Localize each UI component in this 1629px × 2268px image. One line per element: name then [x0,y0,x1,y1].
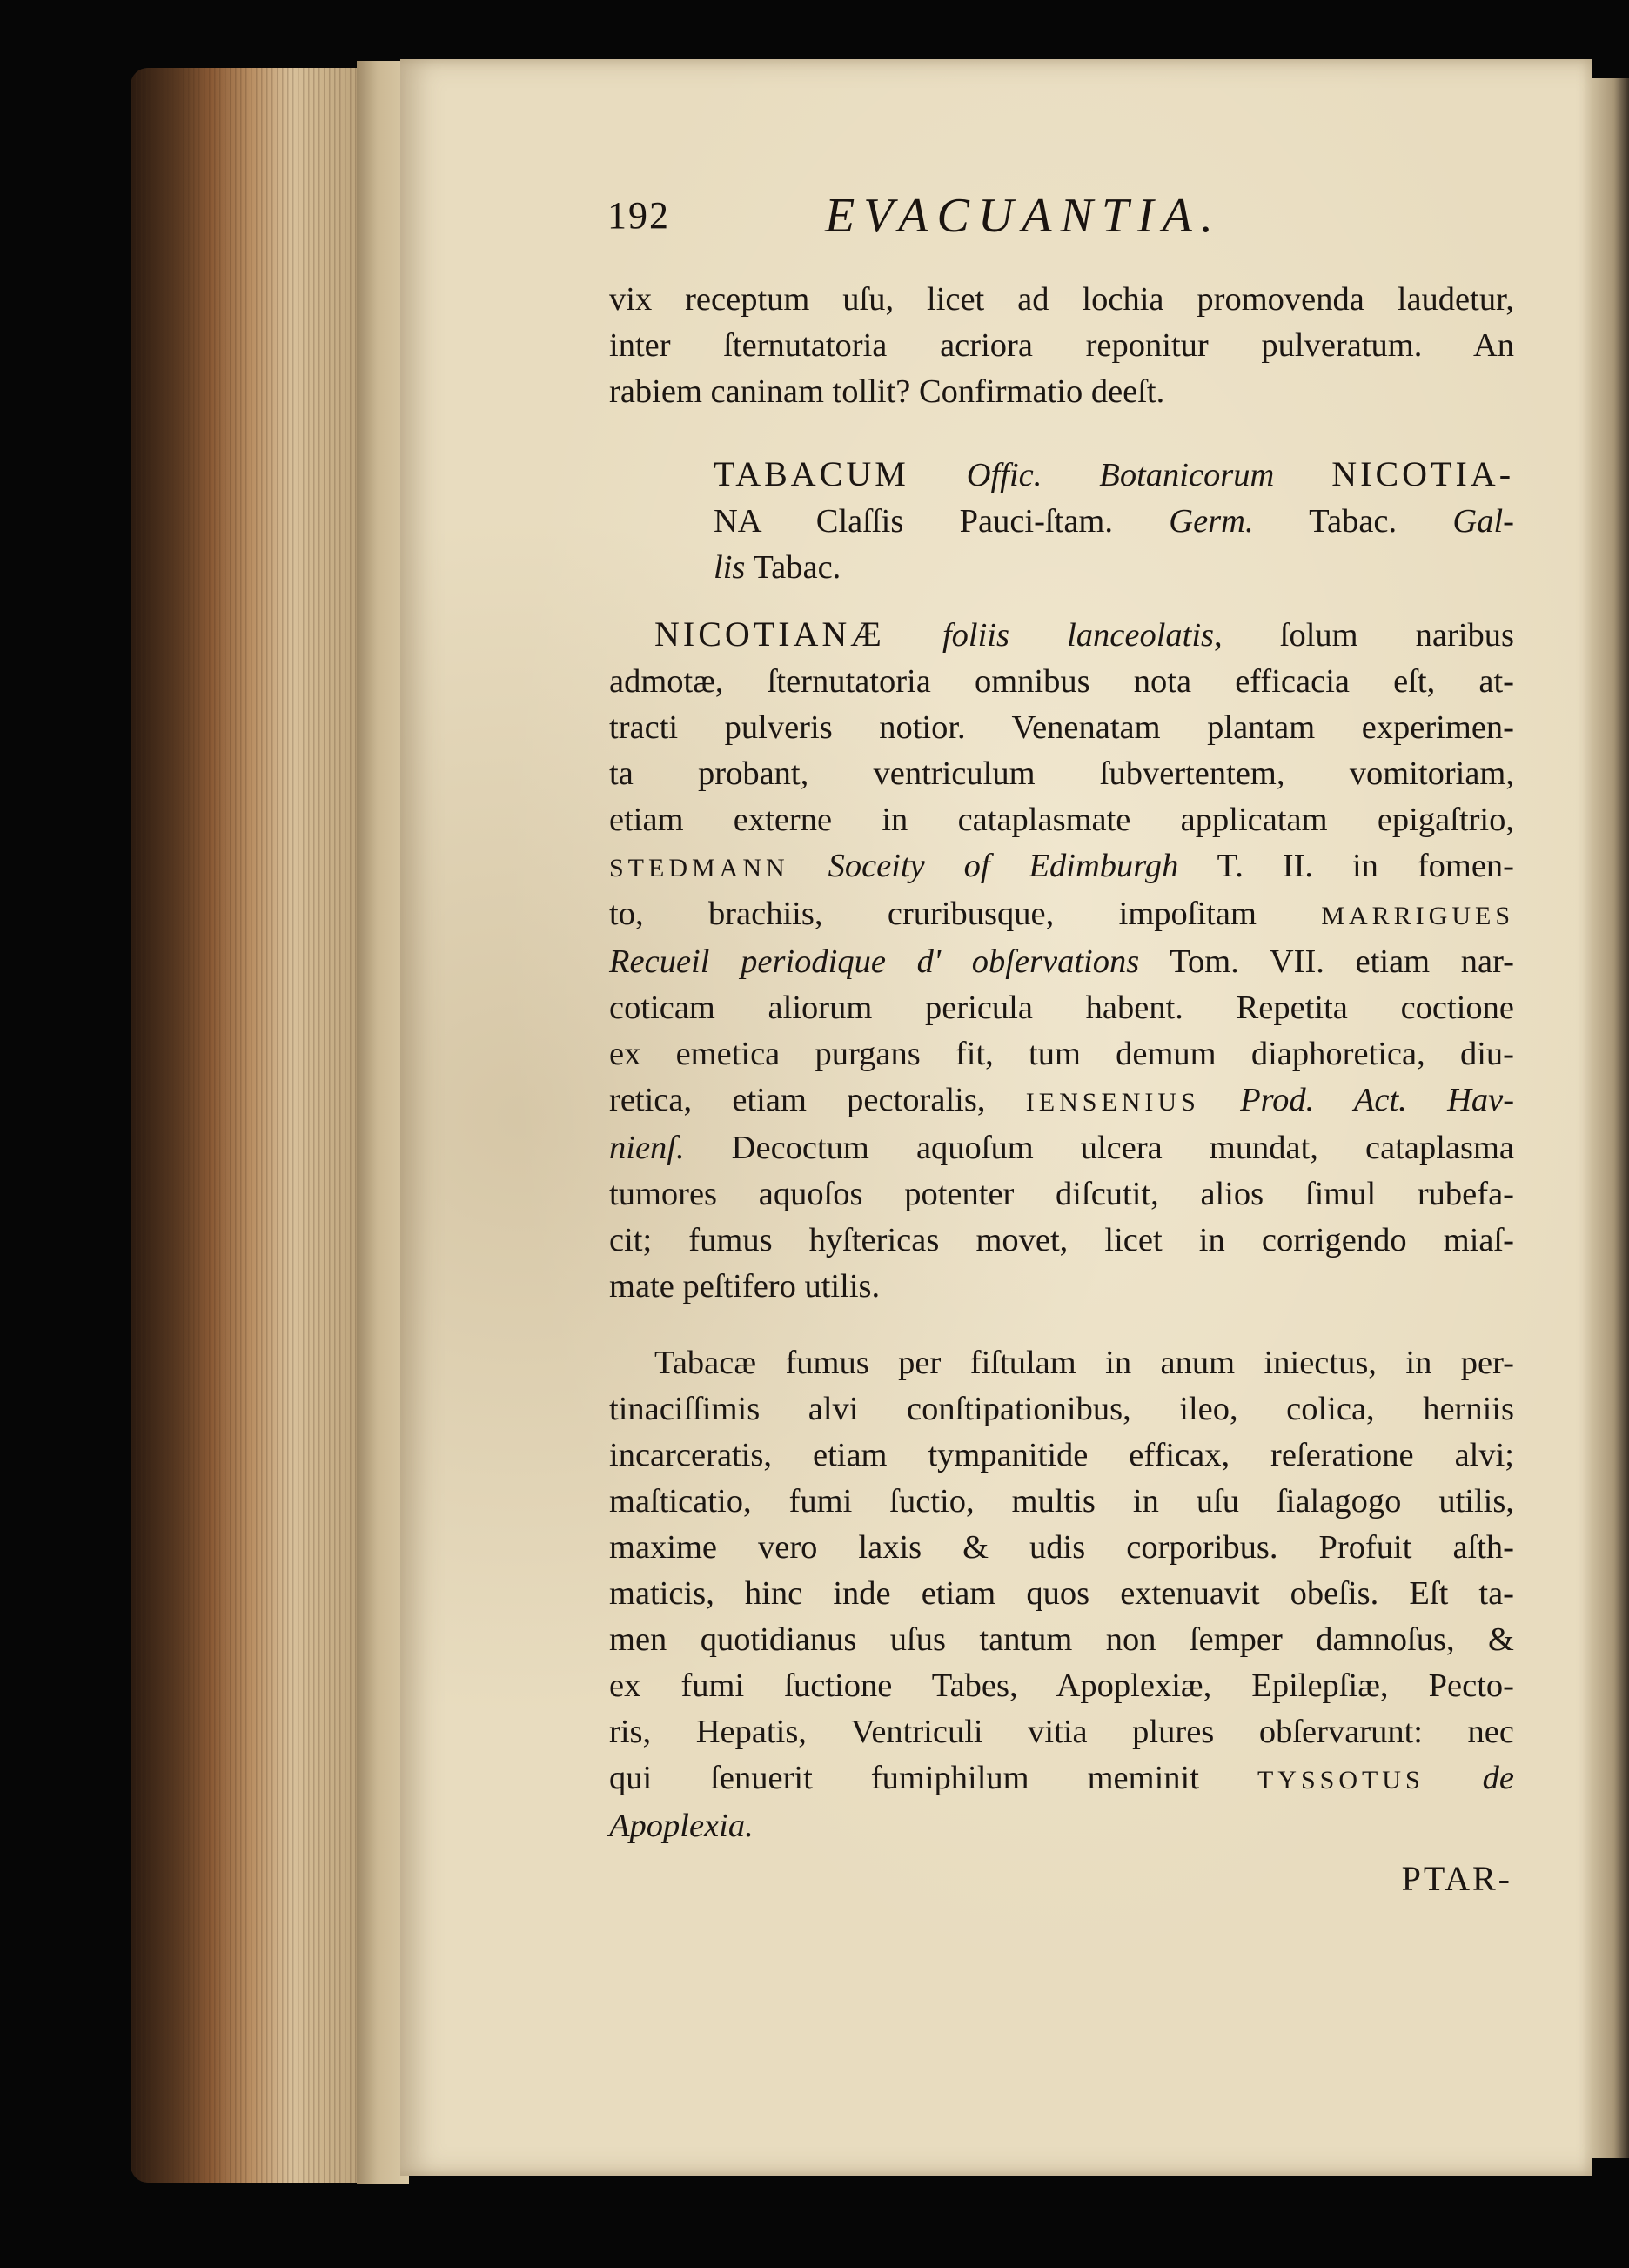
text-span: retica, etiam pectoralis, [609,1082,986,1118]
page-number: 192 [607,194,670,237]
text-span: T. II. in fomen- [1217,848,1514,884]
text-line: tracti pulveris notior. Venenatam plantam experimen- [609,709,1514,746]
author-name: TYSSOTUS [1257,1766,1425,1795]
text-line [714,499,1514,545]
text-line: coticam aliorum pericula habent. Repetita coctione [609,990,1514,1026]
text-line: maticis, hinc inde etiam quos extenuavit obeſis. Eſt ta- [609,1575,1514,1612]
headword: NICOTIA- [1331,454,1515,493]
text-span: Tabac. [1309,503,1398,540]
text-line: tinaciſſimis alvi conſtipationibus, ileo, colica, herniis [609,1391,1514,1427]
page-header [607,189,1286,254]
italic-text: lis [714,549,746,586]
facing-page-edge [1591,78,1629,2158]
text-line: incarceratis, etiam tympanitide efficax, reſeratione alvi; [609,1437,1514,1473]
text-span: Decoctum aquoſum ulcera mundat, cataplasma [731,1130,1515,1166]
italic-text: Recueil periodique d' obſervations [609,943,1140,980]
paragraph-tabacae [609,1340,1514,1849]
text-span: qui ſenuerit fumiphilum meminit [609,1760,1199,1796]
author-name: IENSENIUS [1025,1088,1200,1117]
paragraph-nicotianae [609,611,1514,1310]
text-span: Tabac. [753,549,841,586]
italic-text: de [1482,1760,1515,1796]
text-line: ex fumi ſuctione Tabes, Apoplexiæ, Epilepſiæ, Pecto- [609,1667,1514,1704]
text-line: cit; fumus hyſtericas movet, licet in corrigendo miaſ- [609,1222,1514,1258]
text-line: inter ſternutatoria acriora reponitur pulveratum. An [609,327,1514,364]
text-line [609,1755,1514,1803]
text-line: men quotidianus uſus tantum non ſemper damnoſus, & [609,1621,1514,1658]
text-line [714,451,1514,499]
text-line: maſticatio, fumi ſuctio, multis in uſu ſialagogo utilis, [609,1483,1514,1520]
italic-text: Offic. Botanicorum [966,457,1275,493]
text-line: vix receptum uſu, licet ad lochia promovenda laudetur, [609,281,1514,318]
text-line: ex emetica purgans fit, tum demum diaphoretica, diu- [609,1036,1514,1072]
italic-text: Gal- [1452,503,1514,540]
text-span: Tom. VII. etiam nar- [1170,943,1514,980]
text-line: admotæ, ſternutatoria omnibus nota efficacia eſt, at- [609,663,1514,700]
italic-text: foliis lanceolatis [942,617,1215,654]
text-line [609,939,1514,985]
text-line: Apoplexia. [609,1808,754,1844]
italic-text: Prod. Act. Hav- [1240,1082,1515,1118]
text-line: Tabacæ fumus per fiſtulam in anum iniectus, in per- [654,1345,1514,1381]
text-line: rabiem caninam tollit? Confirmatio deeſt. [609,373,1165,410]
text-line [609,1077,1514,1125]
text-line [609,611,1514,659]
italic-text: nienſ. [609,1130,685,1166]
text-line: maxime vero laxis & udis corporibus. Profuit aſth- [609,1529,1514,1566]
italic-text: Soceity of Edimburgh [828,848,1179,884]
author-name: STEDMANN [609,854,789,882]
headword: TABACUM [714,454,909,493]
text-span: to, brachiis, cruribusque, impoſitam [609,896,1257,932]
author-name: MARRIGUES [1321,902,1515,930]
text-line: tumores aquoſos potenter diſcutit, alios ſimul rubefa- [609,1176,1514,1212]
italic-text: Germ. [1169,503,1254,540]
headword: NICOTIANÆ [654,614,885,654]
paragraph-1 [609,277,1514,415]
text-line: etiam externe in cataplasmate applicatam epigaſtrio, [609,802,1514,838]
text-line: ta probant, ventriculum ſubvertentem, vomitoriam, [609,755,1514,792]
text-line: mate peſtifero utilis. [609,1268,881,1305]
text-line [609,1125,1514,1171]
text-line [609,843,1514,891]
text-span: NA Claſſis Pauci-ſtam. [714,503,1113,540]
running-title: EVACUANTIA. [825,189,1222,243]
paragraph-tabacum [714,451,1514,591]
text-line: ris, Hepatis, Ventriculi vitia plures obſervarunt: nec [609,1714,1514,1750]
catchword: PTAR- [1401,1859,1512,1898]
text-line [609,891,1514,939]
text-span: , ſolum naribus [1214,617,1515,654]
text-line [714,545,1514,591]
